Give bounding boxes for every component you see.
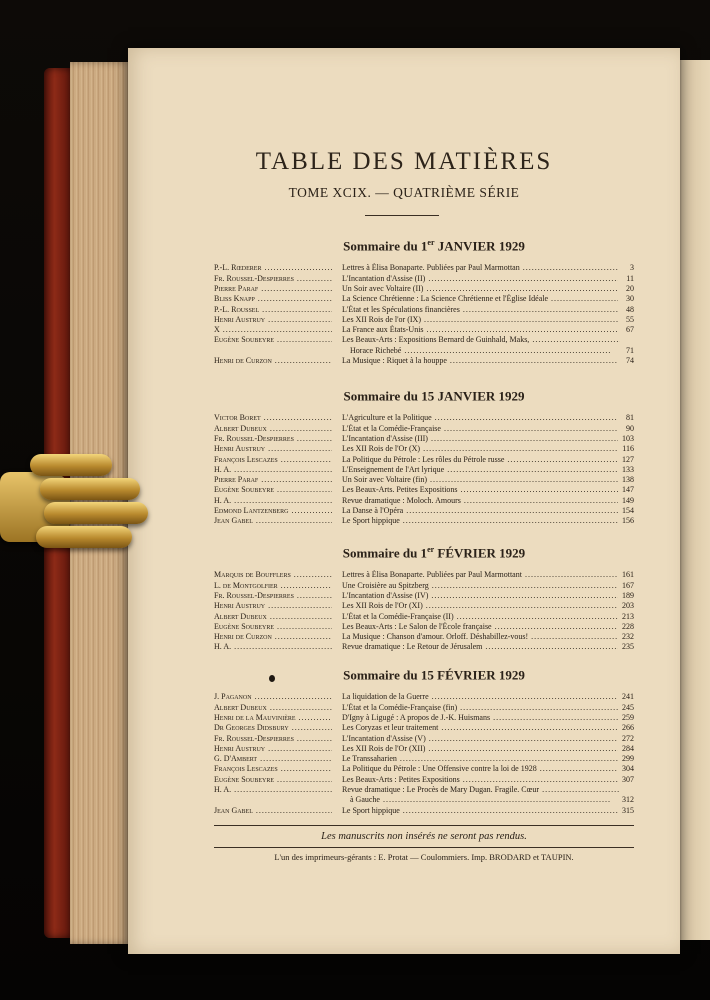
page-clip-hand	[0, 452, 150, 562]
entry-author: Henri de la Mauvinière .....	[214, 713, 332, 723]
entry-page-number: 147	[618, 485, 634, 495]
entry-page-number: 149	[618, 496, 634, 506]
entry-title: L'État et la Comédie-Française .....	[342, 424, 620, 434]
entry-title: Le Transsaharien .....	[342, 754, 620, 764]
entry-title: Les XII Rois de l'Or (XI) .....	[342, 601, 620, 611]
entry-author: Eugène Soubeyre .....	[214, 622, 332, 632]
section-heading: Sommaire du 15 FÉVRIER 1929	[343, 667, 525, 683]
entry-author: Victor Boret .....	[214, 413, 332, 423]
entry-author: P.-L. Roussel .....	[214, 305, 332, 315]
entry-page-number: 167	[618, 581, 634, 591]
entry-author: Eugène Soubeyre .....	[214, 775, 332, 785]
toc-entry	[214, 325, 634, 335]
entry-title: Revue dramatique : Le Procès de Mary Dugan. Fragile. Cœur .....	[342, 785, 620, 795]
section-1-janvier	[214, 238, 634, 366]
entry-title: Lettres à Élisa Bonaparte. Publiées par Paul Marmottant .....	[342, 570, 620, 580]
entry-title: Revue dramatique : Le Retour de Jérusalem .....	[342, 642, 620, 652]
entry-author: Marquis de Boufflers .....	[214, 570, 332, 580]
section-15-janvier	[214, 388, 634, 527]
entry-title: La Science Chrétienne : La Science Chrétienne et l'Église Idéale .....	[342, 294, 620, 304]
toc-entry	[214, 496, 634, 506]
entry-title: Un Soir avec Voltaire (fin) .....	[342, 475, 620, 485]
entry-author: H. A. .....	[214, 496, 332, 506]
toc-entry	[214, 335, 634, 345]
entry-title: Les Coryzas et leur traitement .....	[342, 723, 620, 733]
page-title: TABLE DES MATIÈRES	[255, 148, 553, 175]
entry-title: La Politique du Pétrole : Une Offensive contre la loi de 1928 .....	[342, 764, 620, 774]
entry-author: Fr. Roussel-Despierres .....	[214, 591, 332, 601]
entry-page-number: 103	[618, 434, 634, 444]
toc-entry	[214, 754, 634, 764]
toc-entry	[214, 485, 634, 495]
entry-title: Une Croisière au Spitzberg .....	[342, 581, 620, 591]
entry-page-number: 284	[618, 744, 634, 754]
toc-entry	[214, 591, 634, 601]
toc-entry	[214, 806, 634, 816]
entry-page-number: 154	[618, 506, 634, 516]
entry-title: L'Incantation d'Assise (II) .....	[342, 274, 620, 284]
entry-title: Les Beaux-Arts : Expositions Bernard de Guinhald, Maks, .....	[342, 335, 620, 345]
entry-author: Fr. Roussel-Despierres .....	[214, 274, 332, 284]
toc-entry	[214, 713, 634, 723]
ink-spot	[269, 675, 275, 682]
entry-title: à Gauche .....	[350, 795, 610, 805]
toc-entry	[214, 642, 634, 652]
entry-page-number: 299	[618, 754, 634, 764]
toc-entry	[214, 434, 634, 444]
entry-page-number: 213	[618, 612, 634, 622]
entry-page-number: 161	[618, 570, 634, 580]
entry-author: Henri Austruy .....	[214, 315, 332, 325]
entry-title: L'Incantation d'Assise (V) .....	[342, 734, 620, 744]
entry-title: Un Soir avec Voltaire (II) .....	[342, 284, 620, 294]
entry-page-number: 241	[618, 692, 634, 702]
toc-entry	[214, 734, 634, 744]
entry-author: P.-L. Rœderer .....	[214, 263, 332, 273]
entry-title: L'État et la Comédie-Française (II) .....	[342, 612, 620, 622]
entry-author: Fr. Roussel-Despierres .....	[214, 734, 332, 744]
toc-entry	[214, 795, 634, 805]
toc-entry	[214, 263, 634, 273]
entry-title: Horace Richebé .....	[350, 346, 610, 356]
entry-page-number: 189	[618, 591, 634, 601]
entry-author: François Lescazes .....	[214, 455, 332, 465]
entry-title: Les XII Rois de l'Or (X) .....	[342, 444, 620, 454]
clip-finger	[36, 526, 132, 548]
clip-finger	[30, 454, 112, 476]
toc-entry	[214, 692, 634, 702]
toc-entry	[214, 424, 634, 434]
entry-title: L'État et la Comédie-Française (fin) .....	[342, 703, 620, 713]
entry-page-number: 245	[618, 703, 634, 713]
entry-page-number: 81	[618, 413, 634, 423]
entry-page-number: 156	[618, 516, 634, 526]
entry-title: La liquidation de la Guerre .....	[342, 692, 620, 702]
section-heading: Sommaire du 1er JANVIER 1929	[343, 238, 525, 254]
entry-author: Henri Austruy .....	[214, 601, 332, 611]
entry-page-number: 71	[618, 346, 634, 356]
entry-author: François Lescazes .....	[214, 764, 332, 774]
entry-title: La Musique : Chanson d'amour. Orloff. Déshabillez-vous! .....	[342, 632, 620, 642]
toc-entry	[214, 465, 634, 475]
entry-title: Les XII Rois de l'or (IX) .....	[342, 315, 620, 325]
toc-entry	[214, 723, 634, 733]
entry-author: Henri de Curzon .....	[214, 632, 332, 642]
entry-page-number: 272	[618, 734, 634, 744]
toc-entry	[214, 622, 634, 632]
entry-title: L'État et les Spéculations financières .....	[342, 305, 620, 315]
entry-page-number: 138	[618, 475, 634, 485]
entry-page-number: 266	[618, 723, 634, 733]
entry-author: X .....	[214, 325, 332, 335]
entry-author: Dr Georges Didsbury .....	[214, 723, 332, 733]
toc-entry	[214, 785, 634, 795]
entry-title: Le Sport hippique .....	[342, 806, 620, 816]
footer-notice: Les manuscrits non insérés ne seront pas rendus.	[321, 831, 527, 842]
entry-page-number: 90	[618, 424, 634, 434]
entry-author: G. D'Ambert .....	[214, 754, 332, 764]
toc-entry	[214, 775, 634, 785]
entry-page-number: 55	[618, 315, 634, 325]
entry-title: D'Igny à Ligugé : A propos de J.-K. Huismans .....	[342, 713, 620, 723]
section-1-fevrier	[214, 545, 634, 653]
section-heading: Sommaire du 15 JANVIER 1929	[343, 388, 525, 404]
toc-entry	[214, 703, 634, 713]
entry-author: Henri Austruy .....	[214, 744, 332, 754]
entry-author: Edmond Lantzenberg .....	[214, 506, 332, 516]
entry-title: La Danse à l'Opéra .....	[342, 506, 620, 516]
entry-title: La Politique du Pétrole : Les rôles du Pétrole russe .....	[342, 455, 620, 465]
section-15-fevrier	[214, 667, 634, 816]
entry-title: Revue dramatique : Moloch. Amours .....	[342, 496, 620, 506]
toc-entry	[214, 444, 634, 454]
entry-title: Les Beaux-Arts : Petites Expositions .....	[342, 775, 620, 785]
entry-title: Les Beaux-Arts. Petites Expositions .....	[342, 485, 620, 495]
toc-entry	[214, 274, 634, 284]
entry-author: Fr. Roussel-Despierres .....	[214, 434, 332, 444]
entry-author: Pierre Paraf .....	[214, 475, 332, 485]
entry-page-number: 127	[618, 455, 634, 465]
entry-author: Henri Austruy .....	[214, 444, 332, 454]
footer-rule-bottom	[214, 847, 634, 848]
toc-entry	[214, 506, 634, 516]
entry-author: Bliss Knapp .....	[214, 294, 332, 304]
entry-title: Les Beaux-Arts : Le Salon de l'École française .....	[342, 622, 620, 632]
toc-entry	[214, 356, 634, 366]
entry-author: H. A. .....	[214, 642, 332, 652]
entry-title: Le Sport hippique .....	[342, 516, 620, 526]
clip-finger	[40, 478, 140, 500]
entry-title: Les XII Rois de l'Or (XII) .....	[342, 744, 620, 754]
toc-entry	[214, 315, 634, 325]
footer-rule-top	[214, 825, 634, 826]
entry-author: Albert Dubeux .....	[214, 612, 332, 622]
toc-entry	[214, 764, 634, 774]
entry-author: Henri de Curzon .....	[214, 356, 332, 366]
entry-page-number: 259	[618, 713, 634, 723]
toc-entry	[214, 284, 634, 294]
entry-author: Albert Dubeux .....	[214, 424, 332, 434]
toc-entry	[214, 346, 634, 356]
toc-entry	[214, 632, 634, 642]
entry-author: Albert Dubeux .....	[214, 703, 332, 713]
section-heading: Sommaire du 1er FÉVRIER 1929	[342, 545, 526, 561]
entry-author: Eugène Soubeyre .....	[214, 335, 332, 345]
entry-page-number: 235	[618, 642, 634, 652]
title-rule	[365, 215, 439, 216]
entry-page-number: 304	[618, 764, 634, 774]
entry-title: L'Enseignement de l'Art lyrique .....	[342, 465, 620, 475]
clip-finger	[44, 502, 148, 524]
entry-author: J. Paganon .....	[214, 692, 332, 702]
entry-page-number: 116	[618, 444, 634, 454]
entry-page-number: 67	[618, 325, 634, 335]
footer-printer: L'un des imprimeurs-gérants : E. Protat — Coulommiers. Imp. BRODARD et TAUPIN.	[274, 852, 574, 862]
page-subtitle: TOME XCIX. — QUATRIÈME SÉRIE	[288, 185, 520, 200]
book-page	[128, 48, 680, 954]
entry-page-number: 307	[618, 775, 634, 785]
entry-page-number: 3	[618, 263, 634, 273]
entry-page-number: 74	[618, 356, 634, 366]
toc-entry	[214, 413, 634, 423]
toc-entry	[214, 581, 634, 591]
toc-entry	[214, 612, 634, 622]
toc-entry	[214, 601, 634, 611]
entry-page-number: 228	[618, 622, 634, 632]
entry-page-number: 315	[618, 806, 634, 816]
entry-title: La France aux États-Unis .....	[342, 325, 620, 335]
entry-page-number: 312	[618, 795, 634, 805]
entry-page-number: 30	[618, 294, 634, 304]
entry-title: L'Incantation d'Assise (IV) .....	[342, 591, 620, 601]
toc-entry	[214, 516, 634, 526]
entry-author: Eugène Soubeyre .....	[214, 485, 332, 495]
entry-title: Lettres à Élisa Bonaparte. Publiées par Paul Marmottan .....	[342, 263, 620, 273]
entry-author: Pierre Paraf .....	[214, 284, 332, 294]
entry-page-number: 48	[618, 305, 634, 315]
entry-page-number: 203	[618, 601, 634, 611]
entry-author: Jean Gabel .....	[214, 806, 332, 816]
toc-entry	[214, 455, 634, 465]
entry-page-number: 133	[618, 465, 634, 475]
entry-author: Jean Gabel .....	[214, 516, 332, 526]
entry-title: L'Agriculture et la Politique .....	[342, 413, 620, 423]
entry-page-number: 20	[618, 284, 634, 294]
toc-entry	[214, 294, 634, 304]
entry-page-number: 232	[618, 632, 634, 642]
entry-author: L. de Montgolfier .....	[214, 581, 332, 591]
toc-entry	[214, 475, 634, 485]
entry-page-number: 11	[618, 274, 634, 284]
toc-entry	[214, 744, 634, 754]
toc-entry	[214, 305, 634, 315]
toc-entry	[214, 570, 634, 580]
entry-author: H. A. .....	[214, 785, 332, 795]
entry-title: La Musique : Riquet à la houppe .....	[342, 356, 620, 366]
entry-author: H. A. .....	[214, 465, 332, 475]
entry-title: L'Incantation d'Assise (III) .....	[342, 434, 620, 444]
